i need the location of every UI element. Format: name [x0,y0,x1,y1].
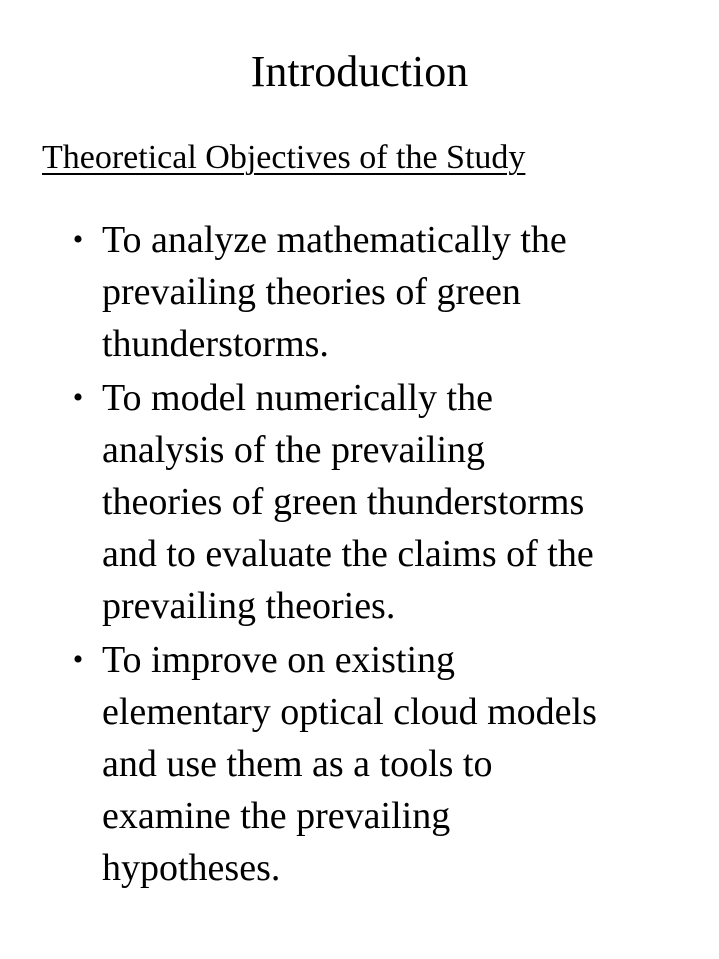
objective-item [0,372,719,632]
objective-line: To improve on existing [102,639,456,681]
bullet-icon: • [72,223,84,256]
objective-line: prevailing theories of green [102,271,521,313]
slide-title: Introduction [250,47,469,96]
objective-line: and use them as a tools to [102,743,493,785]
objective-item [0,214,719,370]
bullet-icon: • [72,643,84,676]
objective-line: prevailing theories. [102,585,396,627]
objective-line: theories of green thunderstorms [102,481,585,523]
objective-line: To analyze mathematically the [102,219,567,261]
objective-line: examine the prevailing [102,795,451,837]
bullet-icon: • [72,381,84,414]
objective-line: hypotheses. [102,847,281,889]
objective-item [0,634,719,894]
objective-line: thunderstorms. [102,323,329,365]
section-subtitle: Theoretical Objectives of the Study [42,139,526,176]
objective-line: analysis of the prevailing [102,429,486,471]
objective-line: To model numerically the [102,377,493,419]
objectives-list [0,214,719,896]
objective-line: elementary optical cloud models [102,691,597,733]
objective-line: and to evaluate the claims of the [102,533,594,575]
